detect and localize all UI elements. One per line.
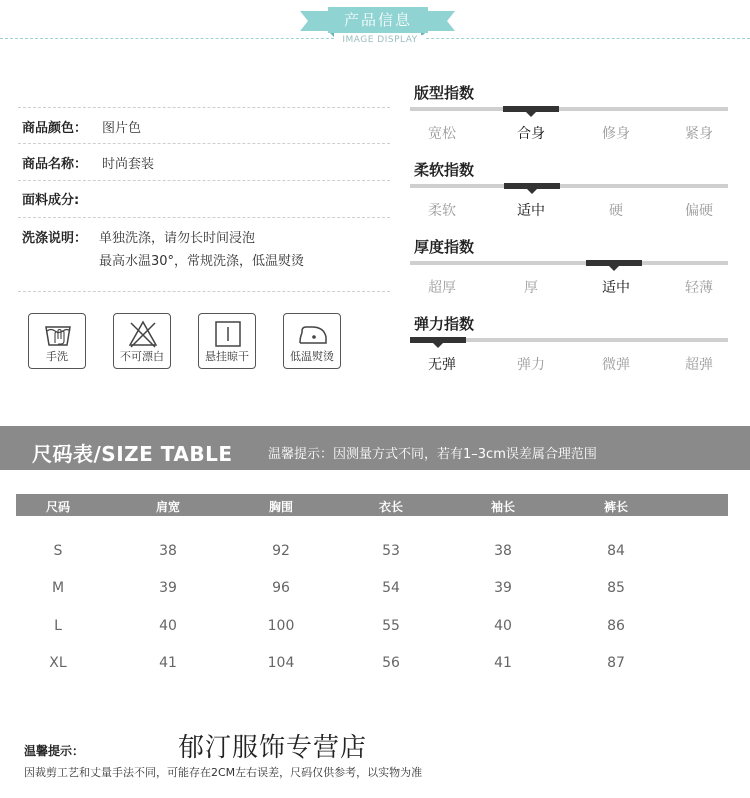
index-option: 硬 <box>609 203 623 219</box>
index-bar <box>410 261 728 265</box>
table-cell: 96 <box>272 580 290 596</box>
care-label: 手洗 <box>46 350 68 363</box>
index-option: 宽松 <box>428 126 456 142</box>
table-header-cell: 衣长 <box>378 500 403 514</box>
table-cell: 38 <box>159 543 177 559</box>
info-divider <box>18 180 390 181</box>
index-option: 偏硬 <box>685 203 713 219</box>
header-subtitle: IMAGE DISPLAY <box>335 35 425 45</box>
footer-label: 温馨提示： <box>24 744 85 758</box>
size-table-hint: 温馨提示：因测量方式不同，若有1–3cm误差属合理范围 <box>268 447 597 462</box>
no-bleach-icon <box>128 319 158 349</box>
table-cell: 56 <box>382 655 400 671</box>
index-option: 适中 <box>517 203 545 219</box>
index-marker <box>503 106 559 112</box>
name-label: 商品名称： <box>22 157 88 172</box>
wash-line-1: 单独洗涤，请勿长时间浸泡 <box>99 231 256 246</box>
care-hand-wash <box>28 313 86 369</box>
table-cell: 41 <box>159 655 177 671</box>
table-cell: 92 <box>272 543 290 559</box>
header-ribbon <box>300 7 455 37</box>
footer-note: 因裁剪工艺和丈量手法不同，可能存在2CM左右误差，尺码仅供参考，以实物为准 <box>24 766 423 779</box>
table-row-size: S <box>53 543 63 559</box>
index-bar <box>410 107 728 111</box>
table-row-size: L <box>54 618 62 634</box>
table-cell: 40 <box>494 618 512 634</box>
index-option: 柔软 <box>428 203 456 219</box>
fabric-label: 面料成分: <box>22 193 80 208</box>
color-label: 商品颜色： <box>22 121 88 136</box>
info-divider <box>18 107 390 108</box>
index-bar <box>410 184 728 188</box>
index-title: 版型指数 <box>414 84 475 102</box>
table-cell: 85 <box>607 580 625 596</box>
index-option: 厚 <box>524 280 538 296</box>
table-cell: 53 <box>382 543 400 559</box>
table-header-cell: 肩宽 <box>155 500 180 514</box>
table-header-cell: 尺码 <box>45 500 70 514</box>
hang-dry-icon <box>213 319 243 349</box>
care-no-bleach <box>113 313 171 369</box>
table-header-cell: 胸围 <box>268 500 293 514</box>
index-marker <box>410 337 466 343</box>
low-iron-icon <box>298 319 328 349</box>
index-title: 弹力指数 <box>414 315 475 333</box>
index-option: 紧身 <box>685 126 713 142</box>
index-option: 轻薄 <box>685 280 713 296</box>
info-divider <box>18 143 390 144</box>
table-row-size: XL <box>49 655 67 671</box>
index-option: 合身 <box>517 126 545 142</box>
table-cell: 38 <box>494 543 512 559</box>
header-title: 产品信息 <box>328 7 428 33</box>
table-cell: 84 <box>607 543 625 559</box>
table-cell: 55 <box>382 618 400 634</box>
color-value: 图片色 <box>102 121 142 136</box>
table-row-size: M <box>51 580 65 596</box>
index-option: 无弹 <box>428 357 456 373</box>
index-option: 微弹 <box>602 357 630 373</box>
table-header-cell: 裤长 <box>603 500 628 514</box>
info-divider <box>18 217 390 218</box>
index-option: 修身 <box>602 126 630 142</box>
care-label: 悬挂晾干 <box>205 350 249 363</box>
table-cell: 86 <box>607 618 625 634</box>
index-title: 厚度指数 <box>414 238 475 256</box>
index-bar <box>410 338 728 342</box>
table-cell: 87 <box>607 655 625 671</box>
hand-wash-icon <box>43 319 73 349</box>
table-cell: 104 <box>267 655 295 671</box>
table-cell: 100 <box>267 618 295 634</box>
wash-label: 洗涤说明： <box>22 231 88 246</box>
table-cell: 54 <box>382 580 400 596</box>
size-table-title: 尺码表/SIZE TABLE <box>32 442 233 466</box>
index-marker <box>504 183 560 189</box>
care-label: 低温熨烫 <box>290 350 334 363</box>
index-title: 柔软指数 <box>414 161 475 179</box>
care-hang-dry <box>198 313 256 369</box>
index-option: 超厚 <box>428 280 456 296</box>
table-cell: 40 <box>159 618 177 634</box>
index-option: 超弹 <box>685 357 713 373</box>
wash-line-2: 最高水温30°，常规洗涤，低温熨烫 <box>99 254 305 269</box>
info-divider <box>18 291 390 292</box>
index-option: 弹力 <box>517 357 545 373</box>
table-header-cell: 袖长 <box>490 500 515 514</box>
table-cell: 39 <box>159 580 177 596</box>
table-cell: 41 <box>494 655 512 671</box>
shop-name: 郁汀服饰专营店 <box>178 733 368 763</box>
care-low-iron <box>283 313 341 369</box>
table-cell: 39 <box>494 580 512 596</box>
index-option: 适中 <box>602 280 630 296</box>
index-marker <box>586 260 642 266</box>
care-label: 不可漂白 <box>120 350 164 363</box>
name-value: 时尚套装 <box>102 157 155 172</box>
